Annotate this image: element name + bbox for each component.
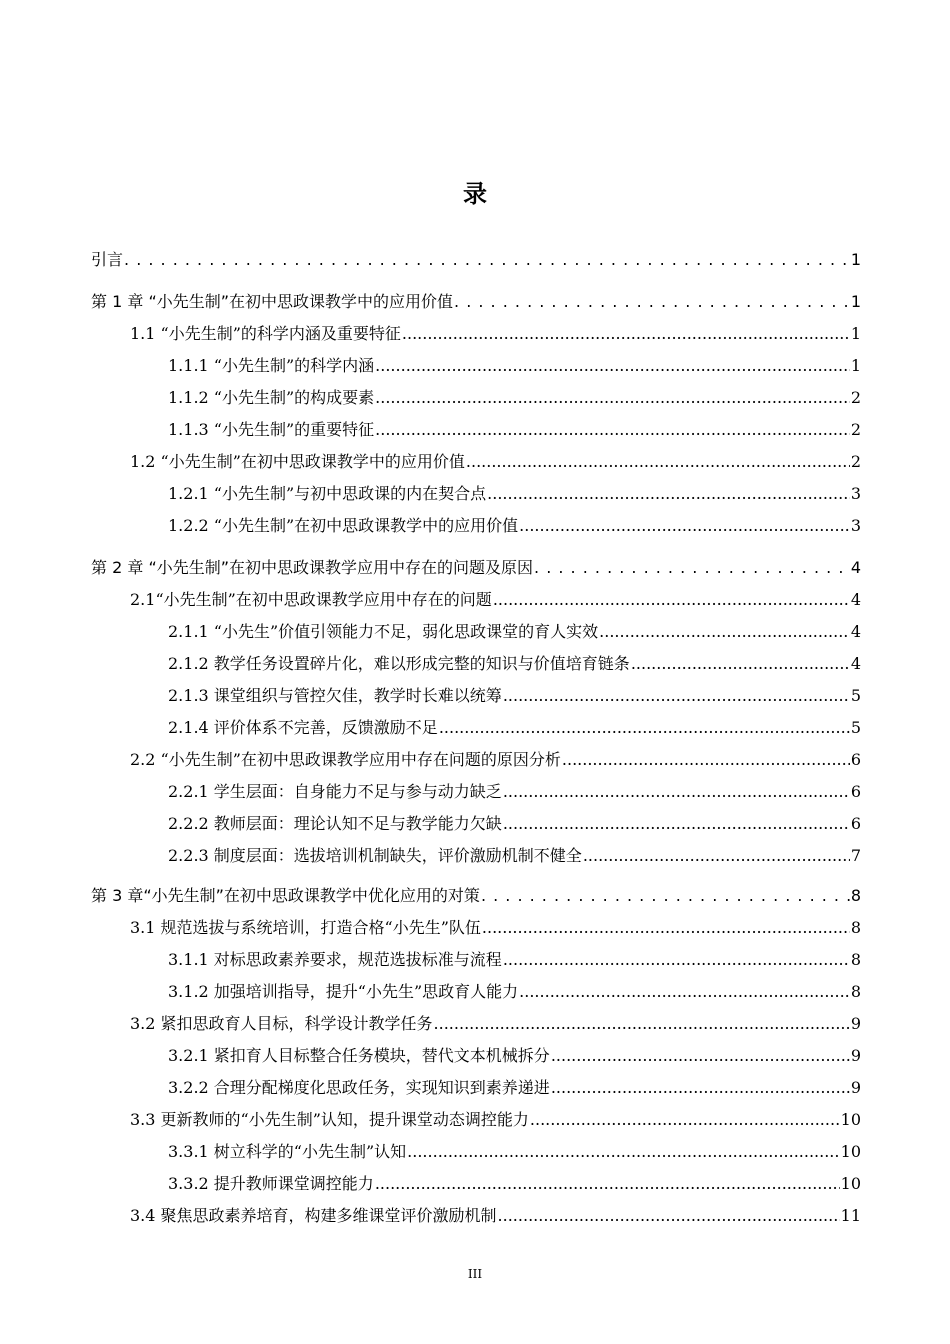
toc-entry-label: 2.2.3 制度层面：选拔培训机制缺失，评价激励机制不健全 [168, 846, 582, 865]
toc-entry[interactable] [168, 386, 861, 410]
toc-page-number: 9 [850, 1046, 861, 1065]
toc-entry[interactable] [168, 716, 861, 740]
toc-title: 录 [463, 180, 487, 208]
toc-entry[interactable] [130, 588, 861, 612]
dot-leader [631, 652, 850, 676]
dot-leader [503, 812, 850, 836]
dot-leader [402, 322, 850, 346]
toc-entry-label: 3.3 更新教师的“小先生制”认知，提升课堂动态调控能力 [130, 1110, 529, 1129]
dot-leader [454, 290, 850, 314]
dot-leader [375, 386, 850, 410]
toc-entry-label: 2.2 “小先生制”在初中思政课教学应用中存在问题的原因分析 [130, 750, 561, 769]
toc-page-number: 10 [840, 1142, 861, 1161]
toc-entry-label: 3.3.1 树立科学的“小先生制”认知 [168, 1142, 407, 1161]
toc-entry[interactable] [130, 322, 861, 346]
toc-page-number: 4 [850, 558, 861, 577]
toc-entry[interactable] [168, 844, 861, 868]
dot-leader [551, 1044, 850, 1068]
toc-entry[interactable] [168, 684, 861, 708]
dot-leader [493, 588, 850, 612]
dot-leader [375, 418, 850, 442]
toc-entry[interactable] [91, 290, 861, 314]
dot-leader [583, 844, 850, 868]
toc-page-number: 4 [850, 654, 861, 673]
toc-entry[interactable] [130, 450, 861, 474]
toc-entry-label: 2.1.1 “小先生”价值引领能力不足，弱化思政课堂的育人实效 [168, 622, 599, 641]
toc-entry-label: 2.2.1 学生层面：自身能力不足与参与动力缺乏 [168, 782, 502, 801]
toc-entry-label: 2.1.4 评价体系不完善，反馈激励不足 [168, 718, 438, 737]
toc-page-number: 8 [850, 918, 861, 937]
toc-entry-label: 1.2.2 “小先生制”在初中思政课教学中的应用价值 [168, 516, 519, 535]
toc-page-number: 10 [840, 1110, 861, 1129]
toc-page-number: 9 [850, 1078, 861, 1097]
toc-entry-label: 3.3.2 提升教师课堂调控能力 [168, 1174, 374, 1193]
dot-leader [487, 482, 850, 506]
toc-entry-label: 1.1 “小先生制”的科学内涵及重要特征 [130, 324, 401, 343]
toc-page-number: 2 [850, 452, 861, 471]
toc-entry[interactable] [91, 248, 861, 272]
dot-leader [519, 980, 850, 1004]
toc-page-number: 6 [850, 814, 861, 833]
toc-entry[interactable] [168, 514, 861, 538]
toc-entry[interactable] [168, 980, 861, 1004]
toc-entry-label: 1.1.3 “小先生制”的重要特征 [168, 420, 375, 439]
toc-entry-label: 第 3 章“小先生制”在初中思政课教学中优化应用的对策 [91, 886, 480, 905]
toc-entry[interactable] [168, 780, 861, 804]
toc-entry[interactable] [91, 556, 861, 580]
toc-entry[interactable] [168, 354, 861, 378]
dot-leader [530, 1108, 840, 1132]
toc-entry[interactable] [168, 1076, 861, 1100]
toc-page-number: 6 [850, 750, 861, 769]
toc-page-number: 3 [850, 516, 861, 535]
toc-entry[interactable] [130, 1012, 861, 1036]
toc-entry[interactable] [130, 1108, 861, 1132]
dot-leader [534, 556, 850, 580]
toc-page-number: 2 [850, 388, 861, 407]
dot-leader [124, 248, 850, 272]
toc-page-number: 1 [850, 356, 861, 375]
toc-entry[interactable] [168, 620, 861, 644]
toc-entry[interactable] [168, 482, 861, 506]
toc-page-number: 2 [850, 420, 861, 439]
dot-leader [481, 884, 850, 908]
toc-entry-label: 3.1.1 对标思政素养要求，规范选拔标准与流程 [168, 950, 502, 969]
toc-entry[interactable] [168, 1044, 861, 1068]
toc-entry[interactable] [168, 652, 861, 676]
toc-page-number: 7 [850, 846, 861, 865]
dot-leader [434, 1012, 850, 1036]
toc-page-number: 5 [850, 718, 861, 737]
dot-leader [375, 354, 850, 378]
toc-entry-label: 第 2 章 “小先生制”在初中思政课教学应用中存在的问题及原因 [91, 558, 534, 577]
dot-leader [599, 620, 850, 644]
toc-entry-label: 3.2.2 合理分配梯度化思政任务，实现知识到素养递进 [168, 1078, 550, 1097]
dot-leader [519, 514, 850, 538]
toc-entry-label: 2.1.2 教学任务设置碎片化，难以形成完整的知识与价值培育链条 [168, 654, 630, 673]
toc-page-number: 9 [850, 1014, 861, 1033]
dot-leader [482, 916, 850, 940]
toc-entry-label: 2.1“小先生制”在初中思政课教学应用中存在的问题 [130, 590, 492, 609]
toc-page-number: 1 [850, 292, 861, 311]
toc-entry[interactable] [168, 812, 861, 836]
toc-entry-label: 3.2 紧扣思政育人目标，科学设计教学任务 [130, 1014, 433, 1033]
toc-entry[interactable] [91, 884, 861, 908]
toc-entry-label: 3.1.2 加强培训指导，提升“小先生”思政育人能力 [168, 982, 519, 1001]
toc-entry-label: 1.2.1 “小先生制”与初中思政课的内在契合点 [168, 484, 487, 503]
dot-leader [466, 450, 850, 474]
toc-entry-label: 3.2.1 紧扣育人目标整合任务模块，替代文本机械拆分 [168, 1046, 550, 1065]
toc-entry[interactable] [168, 1140, 861, 1164]
dot-leader [503, 684, 850, 708]
dot-leader [503, 780, 850, 804]
toc-entry-label: 引言 [91, 250, 124, 269]
toc-entry-label: 2.1.3 课堂组织与管控欠佳，教学时长难以统筹 [168, 686, 502, 705]
toc-page-number: 1 [850, 250, 861, 269]
toc-entry[interactable] [168, 1172, 861, 1196]
toc-entry-label: 1.1.1 “小先生制”的科学内涵 [168, 356, 375, 375]
page-footer-number: III [467, 1267, 483, 1281]
toc-entry[interactable] [168, 418, 861, 442]
toc-page-number: 8 [850, 982, 861, 1001]
toc-page-number: 11 [840, 1206, 861, 1225]
toc-entry-label: 1.2 “小先生制”在初中思政课教学中的应用价值 [130, 452, 465, 471]
toc-page-number: 8 [850, 886, 861, 905]
dot-leader [375, 1172, 840, 1196]
toc-page-number: 10 [840, 1174, 861, 1193]
toc-entry-label: 第 1 章 “小先生制”在初中思政课教学中的应用价值 [91, 292, 454, 311]
dot-leader [439, 716, 850, 740]
dot-leader [503, 948, 850, 972]
toc-entry[interactable] [130, 748, 861, 772]
toc-page-number: 6 [850, 782, 861, 801]
toc-entry-label: 1.1.2 “小先生制”的构成要素 [168, 388, 375, 407]
toc-entry[interactable] [130, 916, 861, 940]
toc-entry[interactable] [130, 1204, 861, 1228]
dot-leader [551, 1076, 850, 1100]
dot-leader [498, 1204, 840, 1228]
toc-page-number: 4 [850, 622, 861, 641]
toc-entry-label: 3.4 聚焦思政素养培育，构建多维课堂评价激励机制 [130, 1206, 497, 1225]
toc-page-number: 1 [850, 324, 861, 343]
dot-leader [562, 748, 850, 772]
toc-entry[interactable] [168, 948, 861, 972]
toc-page-number: 8 [850, 950, 861, 969]
dot-leader [407, 1140, 839, 1164]
toc-entry-label: 2.2.2 教师层面：理论认知不足与教学能力欠缺 [168, 814, 502, 833]
toc-page-number: 5 [850, 686, 861, 705]
toc-page-number: 4 [850, 590, 861, 609]
toc-page-number: 3 [850, 484, 861, 503]
toc-entry-label: 3.1 规范选拔与系统培训，打造合格“小先生”队伍 [130, 918, 481, 937]
